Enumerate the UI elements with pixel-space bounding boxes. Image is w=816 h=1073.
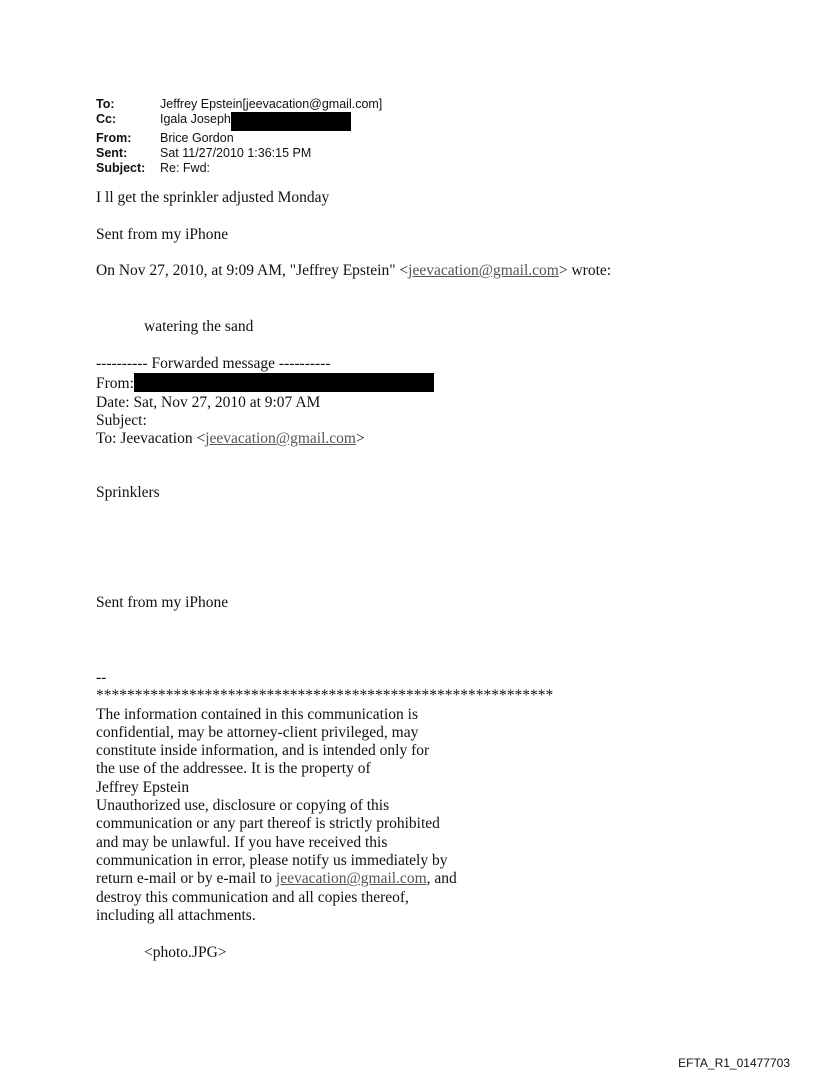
to-label: To: <box>96 97 115 111</box>
fwd-to-suffix: > <box>355 430 365 448</box>
disclaimer-line: communication or any part thereof is strictly prohibited <box>96 815 440 833</box>
subject-label: Subject: <box>96 161 146 175</box>
forwarded-message <box>96 355 434 448</box>
quote-suffix: > wrote: <box>558 262 612 279</box>
disclaimer-line: including all attachments. <box>96 906 256 924</box>
reply-line: I ll get the sprinkler adjusted Monday <box>96 189 330 206</box>
disclaimer-line: Jeffrey Epstein <box>96 778 190 796</box>
disclaimer-line: The information contained in this communication is <box>96 705 418 723</box>
forward-header: ---------- Forwarded message ---------- <box>96 355 331 372</box>
disclaimer-line: Unauthorized use, disclosure or copying of this <box>96 797 390 815</box>
fwd-to-email-link[interactable]: jeevacation@gmail.com <box>205 430 356 448</box>
from-label: From: <box>96 131 132 145</box>
fwd-from-label: From: <box>96 375 134 393</box>
email-header <box>96 97 382 176</box>
from-value: Brice Gordon <box>160 131 234 145</box>
quote-prefix: On Nov 27, 2010, at 9:09 AM, "Jeffrey Epstein" < <box>96 262 409 279</box>
header-from-row <box>96 131 382 146</box>
disclaimer-return-line <box>96 870 553 888</box>
signature-dashes: -- <box>96 669 107 686</box>
fwd-subject: Subject: <box>96 411 147 429</box>
sent-label: Sent: <box>96 146 128 160</box>
attachment-placeholder[interactable]: <photo.JPG> <box>144 944 227 961</box>
quote-email-link[interactable]: jeevacation@gmail.com <box>408 262 559 279</box>
fwd-date: Date: Sat, Nov 27, 2010 at 9:07 AM <box>96 393 321 411</box>
document-id: EFTA_R1_01477703 <box>678 1056 790 1070</box>
sent-from-iphone: Sent from my iPhone <box>96 226 229 243</box>
asterisk-separator: *********************************************************** <box>96 687 554 705</box>
disclaimer-line: and may be unlawful. If you have received this <box>96 833 388 851</box>
fwd-to-prefix: To: Jeevacation < <box>96 430 206 448</box>
disclaimer-line: communication in error, please notify us immediately by <box>96 851 448 869</box>
sent-value: Sat 11/27/2010 1:36:15 PM <box>160 146 312 160</box>
redaction-box <box>231 112 351 131</box>
disclaimer-line: confidential, may be attorney-client privileged, may <box>96 723 419 741</box>
disclaimer-email-link[interactable]: jeevacation@gmail.com <box>275 870 427 888</box>
disclaimer-line: destroy this communication and all copies thereof, <box>96 888 409 906</box>
signature-block <box>96 669 553 925</box>
sent-from-iphone-2: Sent from my iPhone <box>96 594 229 611</box>
subject-value: Re: Fwd: <box>160 161 211 175</box>
quote-attribution <box>96 262 611 280</box>
indented-note: watering the sand <box>144 318 254 335</box>
disclaimer-line: the use of the addressee. It is the property of <box>96 760 371 778</box>
cc-label: Cc: <box>96 112 117 126</box>
header-sent-row <box>96 146 382 161</box>
to-value: Jeffrey Epstein[jeevacation@gmail.com] <box>160 97 383 111</box>
fwd-from-row <box>96 373 434 393</box>
cc-value: Igala Joseph <box>160 112 231 126</box>
header-to-row <box>96 97 382 112</box>
disclaimer-return-suffix: , and <box>426 870 457 888</box>
sprinklers-text: Sprinklers <box>96 484 160 501</box>
disclaimer-return-prefix: return e-mail or by e-mail to <box>96 870 276 888</box>
header-cc-row <box>96 112 382 131</box>
header-subject-row <box>96 161 382 176</box>
fwd-to-row <box>96 430 434 448</box>
disclaimer-line: constitute inside information, and is intended only for <box>96 742 430 760</box>
redaction-box <box>134 373 434 392</box>
